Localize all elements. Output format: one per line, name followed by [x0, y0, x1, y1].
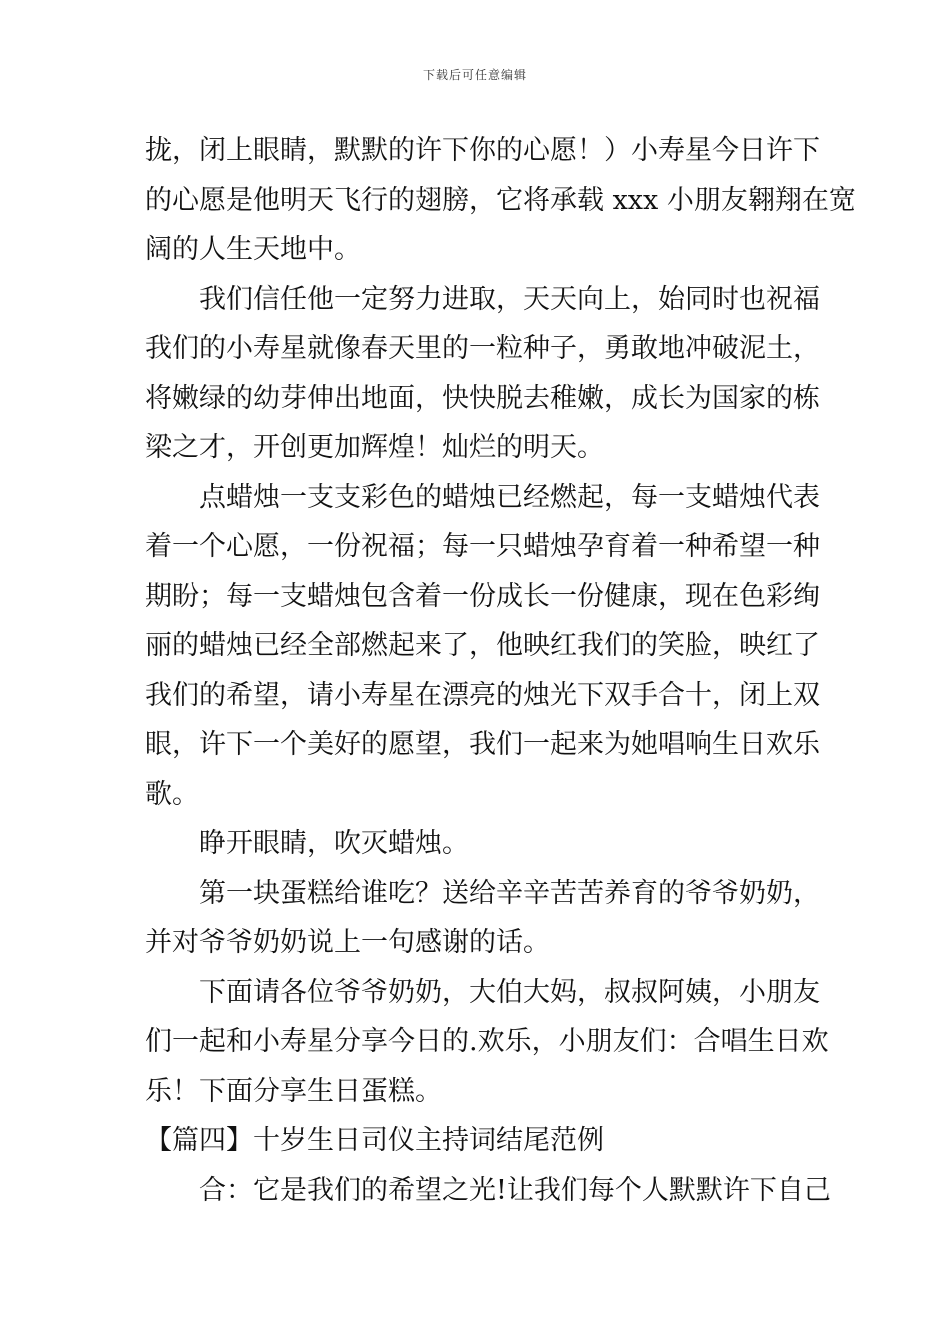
text-line: 乐！下面分享生日蛋糕。	[145, 1075, 442, 1107]
document-body	[145, 126, 856, 1215]
text-line: 们一起和小寿星分享今日的.欢乐，小朋友们：合唱生日欢	[145, 1026, 829, 1057]
text-line: 着一个心愿，一份祝福；每一只蜡烛孕育着一种希望一种	[145, 531, 820, 562]
paragraph-7	[145, 1166, 831, 1216]
text-line: 梁之才，开创更加辉煌！灿烂的明天。	[145, 432, 604, 463]
text-line: 第一块蛋糕给谁吃？送给辛辛苦苦养育的爷爷奶奶，	[199, 877, 820, 909]
text-line: 我们的小寿星就像春天里的一粒种子，勇敢地冲破泥土，	[145, 333, 820, 364]
text-line: 歌。	[145, 778, 199, 810]
text-line: 下面请各位爷爷奶奶，大伯大妈，叔叔阿姨，小朋友	[199, 976, 820, 1008]
text-line: 点蜡烛一支支彩色的蜡烛已经燃起，每一支蜡烛代表	[199, 481, 820, 513]
text-line: 并对爷爷奶奶说上一句感谢的话。	[145, 927, 550, 958]
paragraph-6	[145, 968, 829, 1117]
paragraph-2	[145, 275, 820, 473]
section-heading	[145, 1116, 810, 1166]
page-header: 下载后可任意编辑	[422, 68, 527, 82]
paragraph-3	[145, 473, 820, 820]
text-line: 合：它是我们的希望之光!让我们每个人默默许下自己	[199, 1174, 831, 1206]
text-line: 我们的希望，请小寿星在漂亮的烛光下双手合十，闭上双	[145, 679, 820, 711]
text-line: 眼，许下一个美好的愿望，我们一起来为她唱响生日欢乐	[145, 729, 820, 760]
heading-line: 【篇四】十岁生日司仪主持词结尾范例	[145, 1125, 604, 1156]
paragraph-4	[145, 819, 810, 869]
text-line: 将嫩绿的幼芽伸出地面，快快脱去稚嫩，成长为国家的栋	[145, 382, 820, 414]
paragraph-5	[145, 869, 820, 968]
text-line: 拢，闭上眼睛，默默的许下你的心愿！）小寿星今日许下	[145, 135, 820, 166]
text-line: 睁开眼睛，吹灭蜡烛。	[199, 828, 469, 859]
text-line: 期盼；每一支蜡烛包含着一份成长一份健康，现在色彩绚	[145, 580, 820, 612]
text-line: 我们信任他一定努力进取，天天向上，始同时也祝福	[199, 283, 820, 315]
text-line: 丽的蜡烛已经全部燃起来了，他映红我们的笑脸，映红了	[145, 630, 820, 661]
paragraph-1	[145, 126, 856, 275]
text-line: 的心愿是他明天飞行的翅膀，它将承载 xxx 小朋友翱翔在宽	[145, 184, 856, 216]
text-line: 阔的人生天地中。	[145, 234, 361, 265]
